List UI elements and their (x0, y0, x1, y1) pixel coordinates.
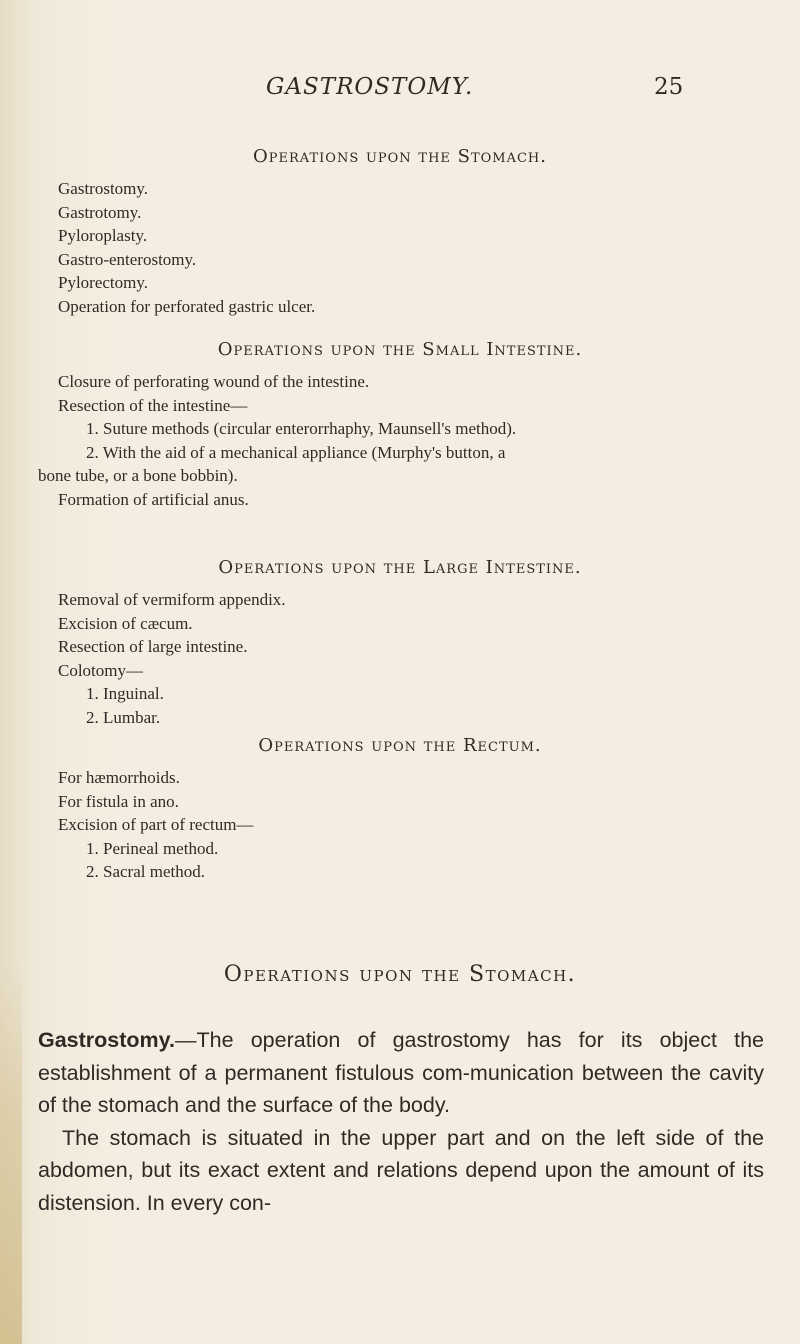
list-item: Gastrostomy. (58, 179, 149, 198)
section-heading-rectum: Operations upon the Rectum. (258, 735, 542, 756)
list-subitem: 2. Sacral method. (86, 862, 205, 881)
list-subitem: 1. Perineal method. (86, 838, 219, 858)
list-item: Gastro-enterostomy. (58, 249, 197, 269)
list-item: Gastrotomy. (58, 202, 142, 222)
list-rectum-operations (58, 766, 253, 884)
paragraph-text: —The operation of gastrostomy has for its object the establishment of a permanent fistulous com-munication between the cavity of the stomach and the surface of the body. (38, 1028, 764, 1117)
body-text (38, 1024, 764, 1219)
run-in-heading: Gastrostomy. (38, 1028, 175, 1052)
running-title: GASTROSTOMY. (266, 74, 474, 100)
list-item: Removal of vermiform appendix. (58, 590, 286, 609)
list-item: Resection of the intestine— (58, 395, 248, 415)
list-subitem: 1. Suture methods (circular enterorrhaphy, Maunsell's method). (86, 419, 517, 438)
list-item: Colotomy— (58, 660, 144, 680)
paragraph (38, 1024, 764, 1122)
paragraph: The stomach is situated in the upper part and on the left side of the abdomen, but its exact extent and relations depend upon the amount of its distension. In every con- (38, 1125, 764, 1215)
section-heading-small-intestine: Operations upon the Small Intestine. (217, 339, 583, 360)
list-item: Excision of cæcum. (58, 613, 193, 633)
list-item: Closure of perforating wound of the intestine. (58, 372, 370, 391)
list-subitem: 1. Inguinal. (86, 684, 164, 703)
list-item: Excision of part of rectum— (58, 815, 254, 834)
main-heading: Operations upon the Stomach. (223, 962, 577, 987)
list-item: For hæmorrhoids. (58, 768, 180, 787)
list-item: Resection of large intestine. (58, 637, 248, 656)
list-item: Pylorectomy. (58, 273, 149, 292)
section-heading-large-intestine: Operations upon the Large Intestine. (218, 557, 582, 578)
list-item: Pyloroplasty. (58, 226, 148, 245)
running-head (0, 74, 800, 104)
list-subitem: 2. Lumbar. (86, 707, 161, 727)
page-edge-shading (0, 960, 22, 1344)
list-item: For fistula in ano. (58, 791, 179, 811)
list-large-intestine-operations (58, 588, 286, 729)
list-item: Operation for perforated gastric ulcer. (58, 296, 316, 316)
list-item: Formation of artificial anus. (58, 489, 249, 509)
list-stomach-operations (58, 177, 315, 318)
section-heading-stomach: Operations upon the Stomach. (253, 146, 547, 167)
page-number: 25 (654, 74, 684, 100)
list-subitem-continuation: bone tube, or a bone bobbin). (38, 466, 238, 485)
list-subitem: 2. With the aid of a mechanical appliance (Murphy's button, a (86, 442, 506, 462)
list-small-intestine-operations (38, 370, 517, 511)
